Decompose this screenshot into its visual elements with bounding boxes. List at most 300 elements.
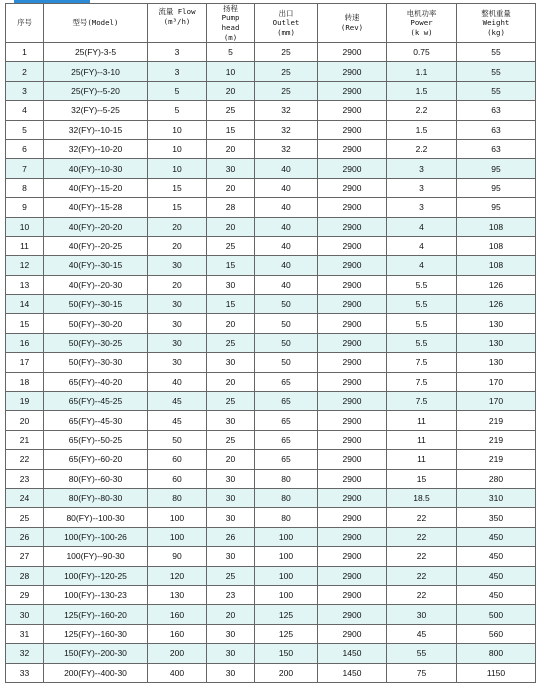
- table-row: [6, 295, 536, 314]
- cell-head: 26: [207, 528, 255, 547]
- cell-outlet: 65: [255, 431, 318, 450]
- cell-flow: 20: [148, 276, 207, 295]
- cell-head: 20: [207, 605, 255, 624]
- cell-serial-no: 16: [6, 334, 44, 353]
- cell-speed: 2900: [318, 625, 387, 644]
- cell-speed: 2900: [318, 276, 387, 295]
- cell-speed: 2900: [318, 295, 387, 314]
- cell-power: 30: [387, 605, 457, 624]
- cell-outlet: 80: [255, 489, 318, 508]
- cell-weight: 219: [457, 450, 536, 469]
- cell-outlet: 100: [255, 567, 318, 586]
- cell-outlet: 40: [255, 198, 318, 217]
- cell-weight: 130: [457, 334, 536, 353]
- cell-serial-no: 15: [6, 314, 44, 333]
- cell-outlet: 40: [255, 256, 318, 275]
- header-line: 电机功率: [406, 8, 437, 18]
- cell-speed: 2900: [318, 43, 387, 62]
- table-row: [6, 121, 536, 140]
- cell-flow: 5: [148, 82, 207, 101]
- cell-speed: 2900: [318, 198, 387, 217]
- cell-head: 25: [207, 334, 255, 353]
- header-model: [44, 4, 148, 43]
- cell-head: 20: [207, 373, 255, 392]
- table-row: [6, 470, 536, 489]
- cell-head: 30: [207, 159, 255, 178]
- cell-power: 11: [387, 431, 457, 450]
- cell-model: 25(FY)-3-5: [44, 43, 148, 62]
- cell-weight: 55: [457, 62, 536, 81]
- cell-serial-no: 14: [6, 295, 44, 314]
- cell-power: 55: [387, 644, 457, 663]
- cell-head: 10: [207, 62, 255, 81]
- cell-power: 22: [387, 567, 457, 586]
- cell-power: 5.5: [387, 314, 457, 333]
- cell-speed: 2900: [318, 101, 387, 120]
- cell-serial-no: 6: [6, 140, 44, 159]
- cell-speed: 2900: [318, 179, 387, 198]
- cell-head: 30: [207, 547, 255, 566]
- table-row: [6, 159, 536, 178]
- cell-head: 30: [207, 353, 255, 372]
- cell-weight: 1150: [457, 664, 536, 683]
- header-line: 出口: [278, 8, 294, 18]
- cell-weight: 219: [457, 431, 536, 450]
- cell-head: 30: [207, 276, 255, 295]
- table-row: [6, 276, 536, 295]
- cell-serial-no: 9: [6, 198, 44, 217]
- cell-weight: 63: [457, 121, 536, 140]
- header-unit: (m³/h): [163, 16, 191, 26]
- cell-flow: 100: [148, 528, 207, 547]
- cell-weight: 450: [457, 567, 536, 586]
- table-row: [6, 567, 536, 586]
- cell-head: 25: [207, 237, 255, 256]
- table-row: [6, 353, 536, 372]
- header-line: Pump: [221, 13, 240, 23]
- table-row: [6, 314, 536, 333]
- cell-head: 5: [207, 43, 255, 62]
- cell-speed: 2900: [318, 528, 387, 547]
- cell-weight: 130: [457, 314, 536, 333]
- cell-flow: 30: [148, 334, 207, 353]
- cell-weight: 63: [457, 101, 536, 120]
- cell-power: 4: [387, 237, 457, 256]
- table-row: [6, 508, 536, 527]
- cell-head: 20: [207, 140, 255, 159]
- cell-model: 50(FY)--30-30: [44, 353, 148, 372]
- cell-speed: 2900: [318, 508, 387, 527]
- cell-flow: 30: [148, 314, 207, 333]
- cell-model: 40(FY)--20-30: [44, 276, 148, 295]
- cell-flow: 160: [148, 625, 207, 644]
- cell-power: 22: [387, 586, 457, 605]
- cell-power: 18.5: [387, 489, 457, 508]
- header-outlet: [255, 4, 318, 43]
- header-head: [207, 4, 255, 43]
- cell-speed: 1450: [318, 664, 387, 683]
- cell-flow: 50: [148, 431, 207, 450]
- cell-serial-no: 22: [6, 450, 44, 469]
- cell-power: 22: [387, 508, 457, 527]
- cell-flow: 200: [148, 644, 207, 663]
- cell-weight: 450: [457, 586, 536, 605]
- table-header-row: [6, 4, 536, 43]
- header-line: 整机重量: [481, 8, 511, 18]
- cell-speed: 2900: [318, 140, 387, 159]
- cell-weight: 450: [457, 547, 536, 566]
- cell-outlet: 80: [255, 470, 318, 489]
- table-row: [6, 664, 536, 683]
- cell-head: 25: [207, 101, 255, 120]
- cell-outlet: 40: [255, 179, 318, 198]
- cell-outlet: 40: [255, 237, 318, 256]
- cell-serial-no: 11: [6, 237, 44, 256]
- cell-power: 2.2: [387, 101, 457, 120]
- cell-flow: 120: [148, 567, 207, 586]
- cell-head: 20: [207, 218, 255, 237]
- cell-weight: 350: [457, 508, 536, 527]
- cell-flow: 10: [148, 140, 207, 159]
- cell-speed: 2900: [318, 218, 387, 237]
- cell-model: 80(FY)--60-30: [44, 470, 148, 489]
- cell-speed: 2900: [318, 62, 387, 81]
- cell-outlet: 40: [255, 218, 318, 237]
- cell-flow: 20: [148, 218, 207, 237]
- cell-speed: 2900: [318, 586, 387, 605]
- cell-weight: 170: [457, 392, 536, 411]
- cell-flow: 40: [148, 373, 207, 392]
- cell-serial-no: 26: [6, 528, 44, 547]
- cell-head: 30: [207, 625, 255, 644]
- cell-power: 3: [387, 198, 457, 217]
- cell-weight: 95: [457, 198, 536, 217]
- cell-model: 80(FY)--80-30: [44, 489, 148, 508]
- header-line: 扬程: [223, 4, 238, 13]
- table-row: [6, 547, 536, 566]
- table-row: [6, 605, 536, 624]
- cell-speed: 2900: [318, 334, 387, 353]
- cell-serial-no: 8: [6, 179, 44, 198]
- cell-flow: 90: [148, 547, 207, 566]
- cell-flow: 10: [148, 159, 207, 178]
- cell-serial-no: 21: [6, 431, 44, 450]
- cell-flow: 30: [148, 295, 207, 314]
- cell-power: 4: [387, 218, 457, 237]
- table-row: [6, 489, 536, 508]
- cell-outlet: 50: [255, 334, 318, 353]
- cell-serial-no: 4: [6, 101, 44, 120]
- cell-weight: 63: [457, 140, 536, 159]
- cell-model: 40(FY)--15-28: [44, 198, 148, 217]
- cell-speed: 2900: [318, 605, 387, 624]
- cell-outlet: 125: [255, 625, 318, 644]
- cell-weight: 310: [457, 489, 536, 508]
- cell-model: 125(FY)--160-30: [44, 625, 148, 644]
- table-row: [6, 179, 536, 198]
- cell-flow: 30: [148, 353, 207, 372]
- table-row: [6, 411, 536, 430]
- header-power: [387, 4, 457, 43]
- table-row: [6, 82, 536, 101]
- table-row: [6, 625, 536, 644]
- cell-model: 25(FY)--5-20: [44, 82, 148, 101]
- table-row: [6, 140, 536, 159]
- cell-outlet: 32: [255, 140, 318, 159]
- cell-head: 30: [207, 489, 255, 508]
- cell-head: 25: [207, 567, 255, 586]
- cell-power: 5.5: [387, 295, 457, 314]
- cell-power: 15: [387, 470, 457, 489]
- cell-serial-no: 18: [6, 373, 44, 392]
- header-line: 流量 Flow: [158, 7, 196, 16]
- cell-head: 30: [207, 411, 255, 430]
- cell-serial-no: 2: [6, 62, 44, 81]
- cell-serial-no: 30: [6, 605, 44, 624]
- cell-power: 75: [387, 664, 457, 683]
- cell-outlet: 65: [255, 411, 318, 430]
- cell-head: 30: [207, 664, 255, 683]
- cell-serial-no: 32: [6, 644, 44, 663]
- cell-power: 22: [387, 547, 457, 566]
- cell-head: 20: [207, 314, 255, 333]
- cell-head: 30: [207, 508, 255, 527]
- cell-serial-no: 28: [6, 567, 44, 586]
- cell-outlet: 65: [255, 373, 318, 392]
- cell-weight: 170: [457, 373, 536, 392]
- cell-flow: 100: [148, 508, 207, 527]
- cell-serial-no: 3: [6, 82, 44, 101]
- cell-flow: 10: [148, 121, 207, 140]
- cell-speed: 2900: [318, 470, 387, 489]
- cell-power: 11: [387, 450, 457, 469]
- cell-serial-no: 19: [6, 392, 44, 411]
- cell-power: 45: [387, 625, 457, 644]
- cell-power: 0.75: [387, 43, 457, 62]
- header-serial-no: [6, 4, 44, 43]
- cell-flow: 5: [148, 101, 207, 120]
- cell-serial-no: 20: [6, 411, 44, 430]
- cell-model: 100(FY)--130-23: [44, 586, 148, 605]
- header-line: Power: [410, 18, 433, 28]
- cell-outlet: 50: [255, 295, 318, 314]
- table-row: [6, 586, 536, 605]
- cell-flow: 15: [148, 198, 207, 217]
- cell-weight: 108: [457, 218, 536, 237]
- header-speed: [318, 4, 387, 43]
- cell-flow: 20: [148, 237, 207, 256]
- table-row: [6, 392, 536, 411]
- cell-model: 25(FY)--3-10: [44, 62, 148, 81]
- cell-outlet: 100: [255, 528, 318, 547]
- cell-flow: 80: [148, 489, 207, 508]
- header-line: 型号(Model): [72, 18, 119, 28]
- cell-power: 1.5: [387, 121, 457, 140]
- cell-power: 5.5: [387, 276, 457, 295]
- cell-outlet: 100: [255, 547, 318, 566]
- cell-power: 3: [387, 159, 457, 178]
- table-row: [6, 334, 536, 353]
- cell-weight: 130: [457, 353, 536, 372]
- cell-weight: 95: [457, 179, 536, 198]
- cell-flow: 15: [148, 179, 207, 198]
- cell-outlet: 50: [255, 314, 318, 333]
- cell-head: 20: [207, 450, 255, 469]
- header-unit: (k w): [410, 27, 433, 37]
- cell-speed: 2900: [318, 411, 387, 430]
- table-row: [6, 218, 536, 237]
- table-row: [6, 43, 536, 62]
- cell-model: 32(FY)--10-20: [44, 140, 148, 159]
- header-line: 序号: [17, 18, 32, 28]
- cell-model: 32(FY)--10-15: [44, 121, 148, 140]
- cell-weight: 500: [457, 605, 536, 624]
- cell-flow: 3: [148, 43, 207, 62]
- cell-speed: 2900: [318, 353, 387, 372]
- cell-model: 100(FY)--90-30: [44, 547, 148, 566]
- cell-weight: 55: [457, 43, 536, 62]
- cell-head: 20: [207, 82, 255, 101]
- cell-serial-no: 12: [6, 256, 44, 275]
- cell-power: 22: [387, 528, 457, 547]
- cell-head: 28: [207, 198, 255, 217]
- cell-head: 25: [207, 431, 255, 450]
- cell-speed: 2900: [318, 392, 387, 411]
- cell-model: 40(FY)--20-20: [44, 218, 148, 237]
- cell-serial-no: 7: [6, 159, 44, 178]
- pump-spec-table: [5, 3, 536, 683]
- cell-speed: 2900: [318, 450, 387, 469]
- table-row: [6, 62, 536, 81]
- cell-speed: 2900: [318, 256, 387, 275]
- cell-outlet: 25: [255, 82, 318, 101]
- cell-model: 50(FY)--30-20: [44, 314, 148, 333]
- header-line: 转速: [344, 13, 360, 23]
- cell-weight: 800: [457, 644, 536, 663]
- cell-weight: 108: [457, 237, 536, 256]
- cell-head: 15: [207, 121, 255, 140]
- cell-serial-no: 25: [6, 508, 44, 527]
- cell-serial-no: 5: [6, 121, 44, 140]
- table-row: [6, 198, 536, 217]
- cell-outlet: 200: [255, 664, 318, 683]
- cell-model: 150(FY)--200-30: [44, 644, 148, 663]
- cell-speed: 2900: [318, 82, 387, 101]
- cell-serial-no: 27: [6, 547, 44, 566]
- cell-flow: 400: [148, 664, 207, 683]
- cell-weight: 126: [457, 276, 536, 295]
- cell-speed: 2900: [318, 489, 387, 508]
- table-row: [6, 528, 536, 547]
- cell-power: 5.5: [387, 334, 457, 353]
- cell-flow: 160: [148, 605, 207, 624]
- cell-speed: 2900: [318, 314, 387, 333]
- table-row: [6, 431, 536, 450]
- cell-model: 100(FY)--120-25: [44, 567, 148, 586]
- cell-flow: 45: [148, 411, 207, 430]
- cell-outlet: 150: [255, 644, 318, 663]
- cell-model: 65(FY)--50-25: [44, 431, 148, 450]
- cell-weight: 450: [457, 528, 536, 547]
- cell-model: 50(FY)--30-15: [44, 295, 148, 314]
- cell-model: 200(FY)--400-30: [44, 664, 148, 683]
- cell-outlet: 80: [255, 508, 318, 527]
- cell-outlet: 50: [255, 353, 318, 372]
- table-row: [6, 450, 536, 469]
- cell-flow: 45: [148, 392, 207, 411]
- header-unit: (mm): [277, 27, 295, 37]
- header-unit: (m): [223, 32, 238, 42]
- cell-serial-no: 17: [6, 353, 44, 372]
- cell-model: 65(FY)--60-20: [44, 450, 148, 469]
- header-line: Weight: [482, 18, 510, 28]
- table-row: [6, 373, 536, 392]
- cell-power: 7.5: [387, 392, 457, 411]
- cell-serial-no: 13: [6, 276, 44, 295]
- cell-head: 30: [207, 470, 255, 489]
- cell-power: 7.5: [387, 373, 457, 392]
- cell-head: 15: [207, 256, 255, 275]
- cell-power: 1.1: [387, 62, 457, 81]
- header-unit: (kg): [487, 27, 505, 37]
- cell-model: 100(FY)--100-26: [44, 528, 148, 547]
- cell-flow: 60: [148, 470, 207, 489]
- cell-model: 125(FY)--160-20: [44, 605, 148, 624]
- cell-outlet: 25: [255, 43, 318, 62]
- cell-weight: 219: [457, 411, 536, 430]
- cell-speed: 2900: [318, 121, 387, 140]
- cell-weight: 55: [457, 82, 536, 101]
- cell-model: 40(FY)--15-20: [44, 179, 148, 198]
- cell-serial-no: 10: [6, 218, 44, 237]
- cell-speed: 2900: [318, 547, 387, 566]
- cell-head: 30: [207, 644, 255, 663]
- header-line: Outlet: [272, 18, 300, 28]
- cell-power: 4: [387, 256, 457, 275]
- cell-outlet: 40: [255, 159, 318, 178]
- cell-speed: 2900: [318, 431, 387, 450]
- cell-model: 65(FY)--40-20: [44, 373, 148, 392]
- cell-outlet: 125: [255, 605, 318, 624]
- table-row: [6, 644, 536, 663]
- cell-power: 1.5: [387, 82, 457, 101]
- cell-outlet: 25: [255, 62, 318, 81]
- cell-outlet: 32: [255, 101, 318, 120]
- cell-model: 40(FY)--30-15: [44, 256, 148, 275]
- cell-model: 65(FY)--45-30: [44, 411, 148, 430]
- cell-model: 50(FY)--30-25: [44, 334, 148, 353]
- header-weight: [457, 4, 536, 43]
- cell-flow: 130: [148, 586, 207, 605]
- cell-outlet: 65: [255, 392, 318, 411]
- header-line: head: [221, 23, 240, 32]
- cell-serial-no: 31: [6, 625, 44, 644]
- cell-speed: 2900: [318, 159, 387, 178]
- cell-head: 20: [207, 179, 255, 198]
- cell-serial-no: 24: [6, 489, 44, 508]
- cell-serial-no: 1: [6, 43, 44, 62]
- cell-outlet: 40: [255, 276, 318, 295]
- cell-flow: 60: [148, 450, 207, 469]
- cell-weight: 560: [457, 625, 536, 644]
- cell-serial-no: 33: [6, 664, 44, 683]
- cell-model: 40(FY)--20-25: [44, 237, 148, 256]
- cell-model: 40(FY)--10-30: [44, 159, 148, 178]
- table-row: [6, 237, 536, 256]
- cell-flow: 30: [148, 256, 207, 275]
- cell-weight: 95: [457, 159, 536, 178]
- cell-head: 25: [207, 392, 255, 411]
